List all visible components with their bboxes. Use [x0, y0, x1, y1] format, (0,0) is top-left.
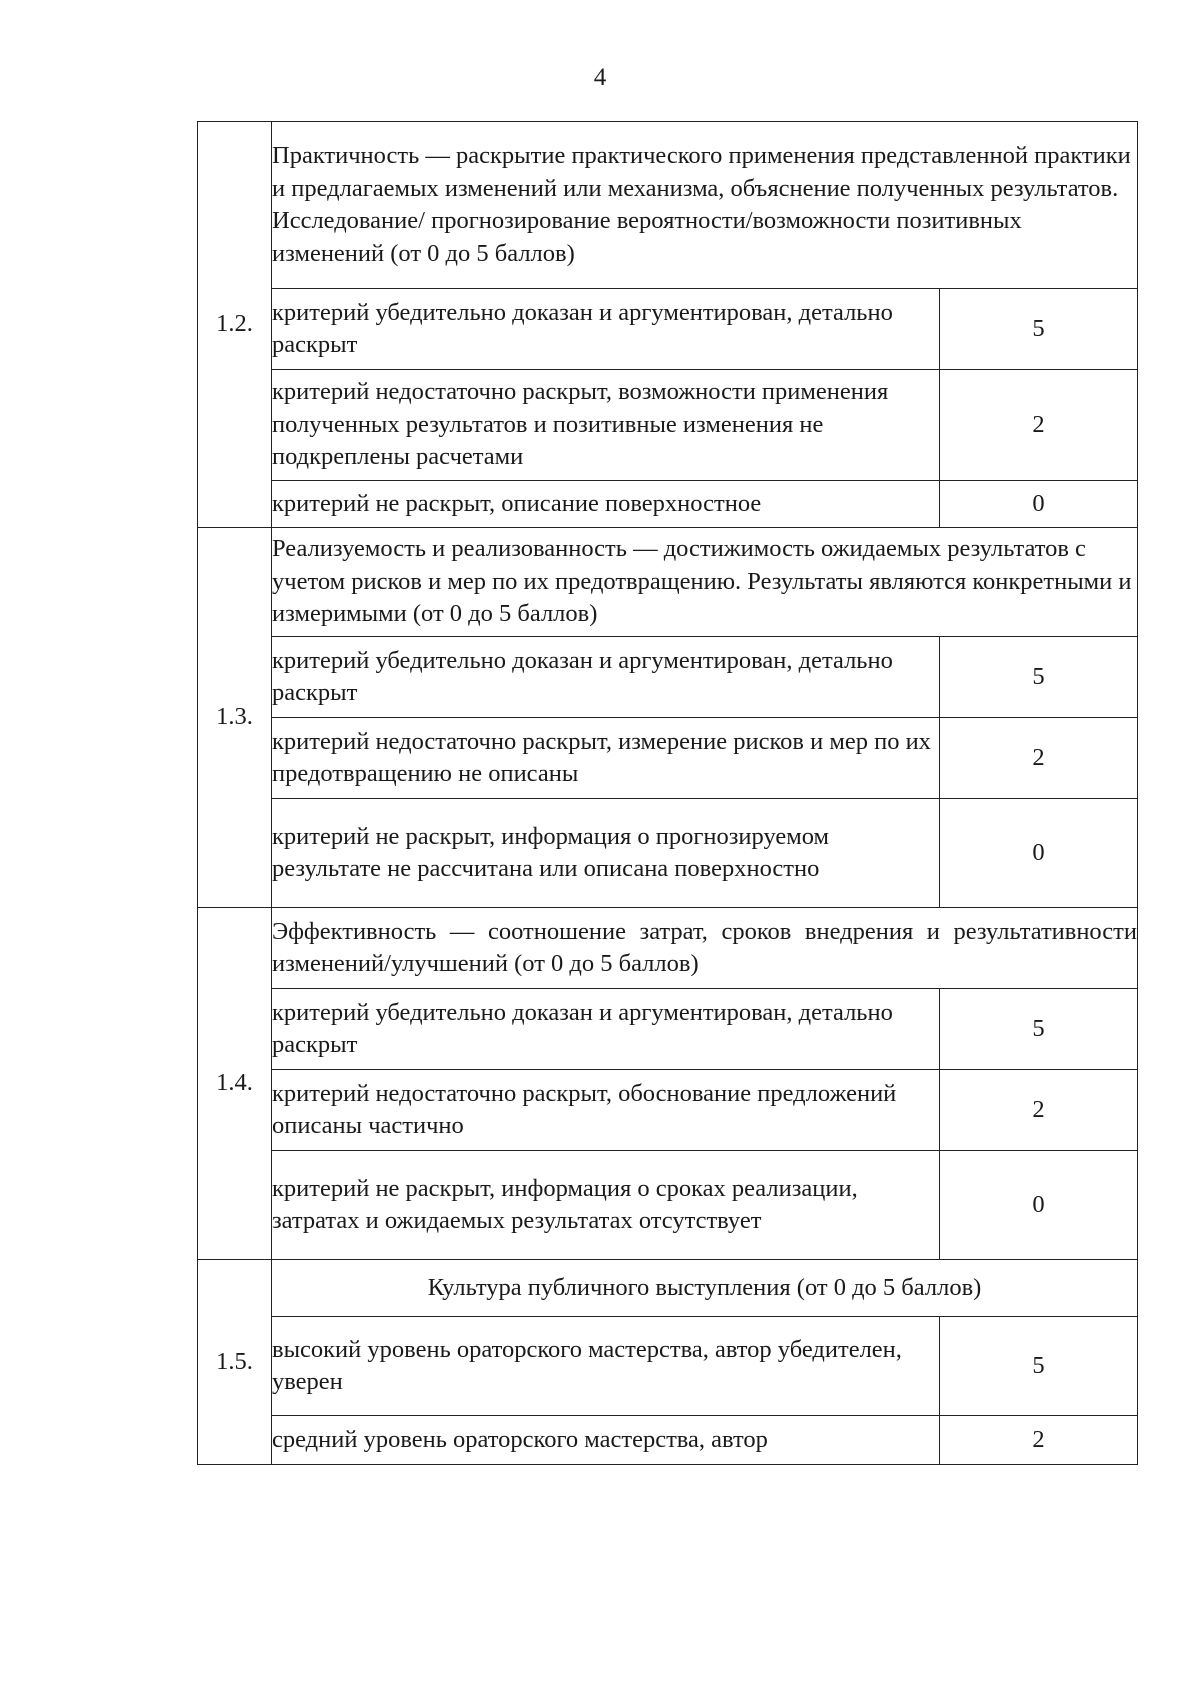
criterion-score: 0 [940, 481, 1138, 528]
criterion-text: критерий недостаточно раскрыт, измерение рисков и мер по их предотвращению не описаны [272, 718, 940, 799]
criterion-score: 2 [940, 1070, 1138, 1151]
criteria-table [197, 121, 1138, 1465]
section-number: 1.2. [198, 122, 272, 528]
section-header-row [198, 1260, 1138, 1317]
page-number: 4 [593, 64, 607, 91]
criterion-score: 5 [940, 1317, 1138, 1416]
criterion-text: критерий не раскрыт, описание поверхностное [272, 481, 940, 528]
section-title: Реализуемость и реализованность — достижимость ожидаемых результатов с учетом рисков и мер по их предотвращению. Результаты являются конкретными и измеримыми (от 0 до 5 баллов) [272, 528, 1138, 637]
criterion-text: высокий уровень ораторского мастерства, автор убедителен, уверен [272, 1317, 940, 1416]
criterion-text: критерий не раскрыт, информация о сроках реализации, затратах и ожидаемых результатах отсутствует [272, 1151, 940, 1260]
criterion-text: критерий недостаточно раскрыт, возможности применения полученных результатов и позитивные изменения не подкреплены расчетами [272, 370, 940, 481]
section-title: Практичность — раскрытие практического применения представленной практики и предлагаемых изменений или механизма, объяснение полученных результатов. Исследование/ прогнозирование вероятности/возможности позитивных изменений (от 0 до 5 баллов) [272, 122, 1138, 289]
criterion-score: 5 [940, 289, 1138, 370]
criterion-score: 2 [940, 370, 1138, 481]
criterion-row [198, 989, 1138, 1070]
criterion-score: 5 [940, 989, 1138, 1070]
criterion-text: критерий убедительно доказан и аргументирован, детально раскрыт [272, 289, 940, 370]
criterion-row [198, 481, 1138, 528]
section-header-row [198, 122, 1138, 289]
criterion-text: критерий убедительно доказан и аргументирован, детально раскрыт [272, 989, 940, 1070]
section-number: 1.5. [198, 1260, 272, 1465]
criterion-row [198, 1151, 1138, 1260]
section-title: Культура публичного выступления (от 0 до 5 баллов) [272, 1260, 1138, 1317]
criterion-score: 0 [940, 1151, 1138, 1260]
criterion-row [198, 1070, 1138, 1151]
criterion-text: критерий не раскрыт, информация о прогнозируемом результате не рассчитана или описана поверхностно [272, 799, 940, 908]
section-header-row [198, 528, 1138, 637]
section-number: 1.3. [198, 528, 272, 908]
section-number: 1.4. [198, 908, 272, 1260]
criterion-text: критерий недостаточно раскрыт, обоснование предложений описаны частично [272, 1070, 940, 1151]
criterion-row [198, 289, 1138, 370]
criterion-row [198, 637, 1138, 718]
criterion-row [198, 718, 1138, 799]
criterion-text: средний уровень ораторского мастерства, автор [272, 1416, 940, 1465]
criterion-score: 2 [940, 1416, 1138, 1465]
criterion-score: 5 [940, 637, 1138, 718]
criterion-row [198, 799, 1138, 908]
criterion-row [198, 370, 1138, 481]
section-title: Эффективность — соотношение затрат, сроков внедрения и результативности изменений/улучшений (от 0 до 5 баллов) [272, 908, 1138, 989]
section-header-row [198, 908, 1138, 989]
criterion-row [198, 1317, 1138, 1416]
criterion-score: 2 [940, 718, 1138, 799]
criterion-text: критерий убедительно доказан и аргументирован, детально раскрыт [272, 637, 940, 718]
criterion-row [198, 1416, 1138, 1465]
criterion-score: 0 [940, 799, 1138, 908]
